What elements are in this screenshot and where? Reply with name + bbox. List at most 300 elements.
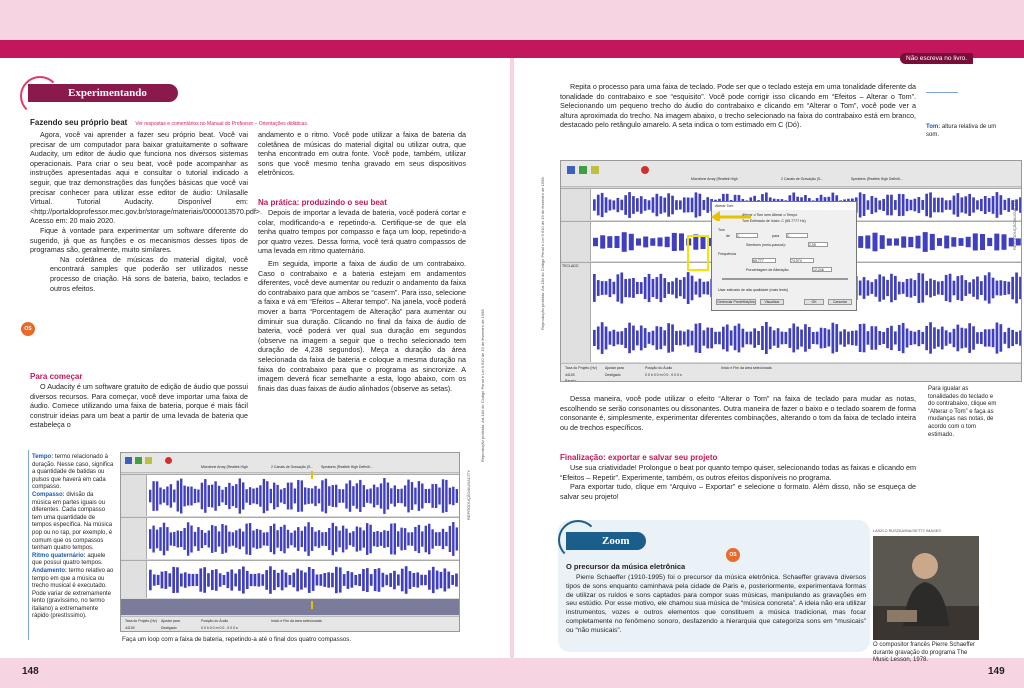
waveform-bar: [1000, 195, 1003, 215]
waveform-bar: [431, 529, 433, 548]
waveform-bar: [201, 530, 203, 548]
waveform-bar: [622, 232, 627, 252]
waveform-bar: [301, 531, 303, 547]
channels-select[interactable]: 2 Canais de Gravação (S...: [271, 465, 314, 469]
waveform-bar: [937, 238, 942, 246]
track-header[interactable]: [121, 561, 147, 598]
waveform-bar: [601, 193, 604, 217]
waveform-bar: [937, 282, 940, 295]
ok-button[interactable]: OK: [804, 299, 824, 305]
waveform-bar: [451, 575, 454, 585]
waveform-bar: [276, 485, 278, 507]
waveform-bar: [863, 324, 866, 353]
waveform-bar: [769, 327, 772, 350]
waveform-bar: [1015, 332, 1018, 344]
record-icon[interactable]: [165, 457, 172, 464]
waveform-bar: [875, 198, 878, 213]
waveform-bar: [718, 332, 721, 345]
waveform-bar: [245, 489, 247, 503]
project-rate[interactable]: 44100: [125, 626, 135, 630]
track-header[interactable]: [121, 475, 147, 516]
waveform-bar: [246, 571, 249, 589]
waveform-bar: [944, 236, 949, 249]
waveform-bar: [390, 524, 392, 555]
pause-icon[interactable]: [125, 457, 132, 464]
waveform-bar: [706, 328, 709, 349]
waveform-bar: [894, 331, 897, 344]
waveform-bar: [397, 574, 400, 585]
waveform-bar: [706, 197, 709, 213]
waveform-bar: [925, 326, 928, 350]
waveform-bar: [672, 233, 677, 251]
waveform-bar: [972, 279, 975, 297]
waveform-bar: [792, 324, 795, 353]
waveform-bar: [949, 332, 952, 343]
waveform-bar: [383, 530, 385, 548]
waveform-bar: [890, 274, 893, 303]
waveform-bar: [369, 525, 371, 554]
waveform-bar: [173, 532, 175, 546]
waveform-bar: [358, 574, 361, 586]
photo-schaeffer: [873, 536, 979, 640]
waveform-bar: [859, 192, 862, 217]
waveform-bar: [314, 532, 316, 547]
paragraph: Para exportar tudo, clique em “Arquivo – Exportar” e selecione o formato. Além disso, não se esqueça de salvar seu projeto!: [560, 482, 916, 501]
paragraph: Em seguida, importe a faixa de áudio de um contrabaixo. Caso o contrabaixo e a bateria estejam em andamentos diferentes, você deve aumentar ou reduzir o andamento da faixa do contrabaixo para que ambos se “casem”. Para isso, selecione a faixa e vá em “Efeitos – Alterar tempo”. Na janela, você poderá mover a barra “Porcentagem de Alteração” para aumentar ou diminuir sua duração. Clicando no final da faixa de áudio de bateria, você poderá ver qual sua duração em segundos (observe na imagem a seguir que o trecho selecionado tem duração de 4,238 segundos). Meça a duração da área selecionada da faixa de bateria e coloque a mesma duração na faixa do contrabaixo para que o programa as sincronize. A imagem deverá ficar semelhante a esta, logo abaixo, com os finais das duas faixas de áudio alinhados (observe as setas).: [258, 258, 466, 393]
waveform-bar: [177, 531, 179, 548]
waveform-bar: [159, 527, 161, 551]
waveform-bar: [910, 331, 913, 345]
project-rate[interactable]: 44100: [565, 373, 575, 377]
waveform-bar: [234, 574, 237, 587]
waveform-bar: [867, 331, 870, 345]
waveform-bar: [269, 566, 272, 594]
hq-checkbox[interactable]: Usar esticado de alta qualidade (mais lento): [718, 288, 789, 292]
waveform-bar: [172, 567, 175, 593]
waveform-bar: [1011, 277, 1014, 300]
waveform-bar: [652, 197, 655, 212]
de-hz-input[interactable]: 65,777: [752, 258, 776, 263]
waveform-bar: [163, 523, 165, 556]
waveform-bar: [1007, 328, 1010, 348]
track-header[interactable]: [121, 518, 147, 559]
waveform-bar: [906, 199, 909, 211]
waveform-bar: [632, 278, 635, 298]
waveform-bar: [249, 523, 251, 555]
arrow-marker-icon: [311, 601, 313, 609]
waveform-bar: [449, 488, 451, 505]
stop-icon[interactable]: [591, 166, 599, 174]
waveform-bar: [890, 326, 893, 350]
waveform-bar: [266, 481, 268, 511]
waveform-bars: [149, 478, 458, 514]
waveform-bar: [593, 238, 598, 246]
bass-track[interactable]: [121, 560, 459, 598]
mic-select[interactable]: Microfone Array (Realtek High: [201, 465, 248, 469]
cancel-button[interactable]: Cancelar: [828, 299, 852, 305]
project-rate-label: Taxa do Projeto (Hz): [565, 366, 597, 370]
waveform-bar: [335, 567, 338, 593]
waveform-bar: [961, 197, 964, 212]
para-hz-input[interactable]: 74,074: [790, 258, 814, 263]
waveform-bar: [449, 526, 451, 552]
waveform-bar: [440, 572, 443, 588]
waveform-bar: [320, 574, 323, 586]
waveform-bar: [318, 530, 320, 548]
waveform-bar: [789, 328, 792, 348]
waveform-bar: [297, 527, 299, 551]
zoom-banner: [566, 532, 646, 550]
waveform-bar: [691, 331, 694, 346]
waveform-bar: [933, 327, 936, 348]
waveform-bar: [389, 573, 392, 587]
waveform-bar: [679, 233, 684, 250]
waveform-bar: [730, 330, 733, 345]
waveform-bar: [192, 574, 195, 586]
waveform-bar: [149, 570, 152, 591]
status-text: Parado.: [565, 379, 578, 382]
waveform-bar: [620, 331, 623, 345]
waveform-bar: [640, 326, 643, 351]
selection-toolbar: [561, 363, 1021, 382]
waveform-bar: [617, 332, 620, 345]
waveform-bar: [187, 522, 189, 555]
paragraph: Na coletânea de músicas do material digital, você encontrará samples que poderão ser utilizados nesse processo de criação. Há sons de bateria, baixo, teclados e outros efeitos.: [50, 254, 248, 293]
waveform-bar: [159, 488, 161, 505]
waveform-bar: [906, 279, 909, 297]
waveform-bar: [263, 479, 265, 513]
waveform-bar: [824, 328, 827, 348]
waveform-bar: [886, 195, 889, 216]
waveform-bar: [290, 533, 292, 545]
porc-input[interactable]: 12,246: [812, 267, 832, 272]
waveform-bar: [914, 280, 917, 296]
waveform-bar: [714, 332, 717, 344]
waveform-bar: [961, 328, 964, 349]
waveform-bar: [683, 277, 686, 299]
waveform-bar: [867, 280, 870, 295]
waveform-bar: [421, 531, 423, 546]
waveform-bar: [156, 530, 158, 549]
play-icon[interactable]: [579, 166, 587, 174]
waveform-bar: [710, 328, 713, 349]
waveform-bar: [252, 531, 254, 548]
waveform-bar: [173, 490, 175, 503]
selection-highlight: [687, 235, 709, 271]
waveform-bar: [620, 200, 623, 211]
percent-slider[interactable]: [722, 278, 848, 280]
waveform-bar: [933, 198, 936, 213]
waveform-bar: [345, 529, 347, 550]
waveform-bar: [221, 524, 223, 554]
waveform-bar: [976, 200, 979, 209]
audio-pos[interactable]: 0 0 h 0 0 m 0 0 . 0 0 0 s: [645, 373, 682, 377]
waveform-bar: [1004, 200, 1007, 210]
waveform-bar: [601, 322, 604, 354]
waveform-bar: [941, 281, 944, 295]
waveform: [149, 561, 459, 599]
waveform-bar: [165, 571, 168, 589]
waveform-bar: [199, 568, 202, 591]
waveform-bar: [636, 238, 641, 245]
waveform-bar: [304, 572, 307, 587]
waveform-bar: [785, 332, 788, 344]
glossary-def: altura relativa de um som.: [926, 124, 997, 138]
waveform-bar: [1004, 281, 1007, 295]
waveform-bar: [663, 278, 666, 298]
waveform-bar: [366, 523, 368, 555]
waveform-bar: [597, 280, 600, 296]
waveform-bar: [281, 570, 284, 591]
waveform-bar: [996, 323, 999, 354]
waveform-bar: [1000, 324, 1003, 352]
photo-caption: O compositor francês Pierre Schaeffer durante gravação do programa The Music Lesson, 1978.: [873, 642, 975, 664]
waveform-bar: [882, 199, 885, 211]
glossary-def: aquele que possui quatro tempos.: [32, 552, 106, 567]
waveform-bar: [800, 330, 803, 347]
waveform-bar: [238, 569, 241, 591]
waveform-bar: [311, 527, 313, 551]
waveform-bar: [863, 194, 866, 216]
waveform-bar: [945, 200, 948, 210]
waveform-bar: [321, 532, 323, 546]
side-note: Para igualar as tonalidades do teclado e do contrabaixo, clique em “Alterar o Tom” e faça as mudanças nas notas, de acordo com o tom estimado.: [928, 386, 997, 438]
drum-track-2[interactable]: [121, 517, 459, 559]
waveform-bar: [984, 329, 987, 346]
waveform-bar: [660, 196, 663, 214]
waveform-bar: [194, 532, 196, 546]
track-header[interactable]: [561, 222, 591, 261]
waveform-bar: [428, 524, 430, 555]
waveform-bar: [249, 487, 251, 505]
waveform-bar: [722, 327, 725, 350]
stop-icon[interactable]: [145, 457, 152, 464]
waveform-bar: [404, 528, 406, 550]
waveform-bar: [988, 198, 991, 212]
waveform-bar: [878, 331, 881, 345]
waveform-bar: [405, 566, 408, 594]
waveform-bar: [351, 572, 354, 588]
waveform-bar: [259, 530, 261, 548]
waveform-bar: [898, 325, 901, 351]
de-select[interactable]: C: [736, 233, 758, 238]
waveform-bar: [153, 574, 156, 585]
waveform-bar: [628, 323, 631, 354]
waveform-bar: [404, 485, 406, 506]
speakers-select[interactable]: Speakers (Realtek High Definiti...: [851, 177, 903, 181]
pause-icon[interactable]: [567, 166, 575, 174]
waveform-bar: [691, 276, 694, 301]
waveform-bar: [370, 574, 373, 586]
paragraph: Fique à vontade para experimentar um software diferente do sugerido, já que as funções e os mecanismos desses tipos de programas são, geralmente, muito similares.: [30, 225, 248, 255]
waveform: [149, 475, 459, 517]
waveform-bar: [211, 570, 214, 590]
presets-button[interactable]: Gerenciar Predefinições: [717, 300, 755, 304]
waveform-bar: [203, 567, 206, 593]
semitons-input[interactable]: 2,05: [808, 242, 828, 247]
waveform-bar: [239, 529, 241, 550]
paragraph: Agora, você vai aprender a fazer seu próprio beat. Você vai precisar de um computador para baixar gratuitamente o software Audacity, um editor de áudio que funciona nos diversos sistemas operacionais. Para criar o seu beat, você pode acompanhar as instruções apresentadas aqui e consultar o tutorial indicado a seguir, que traz demonstrações das funções básicas que você vai precisar conhecer para utilizar esse editor de áudio: Unilasalle Virtual. Tutorial Audacity. Disponível em: <http://portaldoprofessor.mec.gov.br/storage/materiais/0000013570.pdf>. Acesso em: 20 maio 2020.: [30, 130, 263, 226]
waveform-bar: [914, 199, 917, 212]
side-legal-left: Reprodução proibida. Art.184 do Código Penal e Lei 9.610 de 19 de fevereiro de 1998.: [480, 308, 485, 462]
waveform-bar: [605, 327, 608, 350]
snap-select[interactable]: Desligado: [605, 373, 621, 377]
waveform-bar: [887, 238, 892, 245]
waveform-bar: [424, 575, 427, 585]
waveform-bar: [890, 195, 893, 216]
waveform-bar: [366, 568, 369, 592]
waveform-bar: [994, 234, 999, 251]
waveform-bar: [273, 524, 275, 555]
waveform-bar: [839, 331, 842, 344]
waveform-bar: [156, 481, 158, 510]
waveform-bar: [327, 572, 330, 587]
waveform-bar: [910, 200, 913, 210]
waveform-bar: [339, 567, 342, 592]
waveform-bar: [746, 332, 749, 345]
waveform-bar: [660, 274, 663, 302]
waveform-bar: [349, 480, 351, 512]
waveform-bar: [636, 331, 639, 346]
waveform-bar: [261, 574, 264, 586]
waveform-bar: [644, 328, 647, 348]
waveform-bar: [242, 532, 244, 547]
waveform-bar: [1011, 330, 1014, 346]
waveform-bar: [918, 197, 921, 213]
waveform-bar: [617, 198, 620, 212]
waveform-bar: [656, 326, 659, 350]
waveform-bar: [407, 480, 409, 513]
waveform-bar: [916, 236, 921, 249]
waveform-bar: [1000, 280, 1003, 295]
waveform-bar: [843, 329, 846, 347]
waveform-bar: [407, 532, 409, 545]
waveform-bar: [394, 523, 396, 554]
tom-label: Tom: [718, 228, 725, 232]
waveform-bar: [687, 272, 690, 304]
waveform-bar: [149, 490, 151, 503]
waveform-bar: [1002, 234, 1007, 250]
credit-right: REPRODUÇÃO/AUDACITY: [1012, 199, 1017, 250]
glossary-def: termo relativo ao tempo em que a música ou trecho musical é executado. Pode variar de extremamente lento (gravíssimo, no termo italiano) a extremamente rápido (prestíssimo).: [32, 567, 114, 620]
waveform-bar: [632, 196, 635, 214]
para-comecar-text: [30, 382, 248, 430]
waveform-bar: [204, 533, 206, 545]
waveform-bar: [432, 567, 435, 593]
waveform-bar: [418, 481, 420, 511]
waveform-bar: [366, 489, 368, 503]
waveform-bar: [190, 526, 192, 553]
waveform-bar: [953, 329, 956, 347]
waveform-bar: [923, 232, 928, 252]
selection-label: Início e Fim da área selecionada: [721, 366, 772, 370]
waveform-bar: [235, 530, 237, 548]
play-icon[interactable]: [135, 457, 142, 464]
channels-select[interactable]: 2 Canais de Gravação (S...: [781, 177, 824, 181]
paragraph: Use sua criatividade! Prolongue o beat por quanto tempo quiser, selecionando todas as faixas e clicando em “Efeitos – Repetir”. Experimente, também, os outros efeitos disponíveis no programa.: [560, 463, 916, 482]
preview-button[interactable]: Visualizar: [760, 299, 784, 305]
waveform-bar: [878, 200, 881, 209]
waveform-bar: [235, 484, 237, 508]
waveform-bar: [157, 575, 160, 585]
mic-select[interactable]: Microfone Array (Realtek High: [691, 177, 738, 181]
waveform-bar: [383, 478, 385, 514]
waveform-bar: [218, 531, 220, 546]
waveform-bar: [214, 481, 216, 511]
waveform-bar: [211, 485, 213, 508]
page-title: [30, 118, 308, 127]
waveform-bar: [221, 490, 223, 503]
waveform-bar: [219, 573, 222, 586]
waveform-bar: [816, 332, 819, 345]
waveform-bar: [894, 200, 897, 210]
track-header[interactable]: [561, 189, 591, 220]
waveform-bar: [828, 329, 831, 346]
waveform-bar: [937, 198, 940, 213]
waveform-bar: [921, 274, 924, 303]
waveform-bar: [201, 483, 203, 510]
snap-label: Ajustar para: [605, 366, 624, 370]
waveform-bar: [304, 487, 306, 504]
waveform-bar: [1015, 273, 1018, 304]
waveform-bar: [225, 487, 227, 505]
audio-pos[interactable]: 0 0 h 0 0 m 0 0 . 0 0 0 s: [201, 626, 238, 630]
track-header[interactable]: [561, 263, 591, 362]
waveform-bar: [445, 532, 447, 546]
speakers-select[interactable]: Speakers (Realtek High Definiti...: [321, 465, 373, 469]
record-icon[interactable]: [641, 166, 649, 174]
waveform-bar: [242, 567, 245, 594]
waveform-bar: [663, 330, 666, 345]
drum-track[interactable]: [121, 474, 459, 516]
glossary-item: [32, 492, 114, 553]
waveform-bar: [218, 486, 220, 506]
waveform-bar: [949, 200, 952, 210]
waveform-bar: [959, 238, 964, 246]
waveform-bar: [401, 569, 404, 592]
waveform-bar: [376, 531, 378, 547]
glossary-def: divisão da música em partes iguais ou diferentes. Cada compasso tem uma quantidade de tempos específica. Na música pop ou no rap, por exemplo, é comum que os compassos tenham quatro tempos.: [32, 491, 113, 552]
waveform-bar: [363, 485, 365, 507]
waveform-bar: [865, 235, 870, 248]
waveform-bar: [228, 483, 230, 509]
waveform-bar: [921, 200, 924, 210]
waveform-bar: [204, 479, 206, 513]
waveform-bar: [425, 526, 427, 553]
waveform-bar: [699, 194, 702, 217]
waveform-bar: [232, 532, 234, 545]
para-select[interactable]: C: [786, 233, 808, 238]
waveform-bar: [345, 484, 347, 509]
waveform-bar: [679, 200, 682, 209]
glossary-item: [32, 454, 114, 492]
waveform-bar: [387, 483, 389, 510]
snap-label: Ajustar para: [161, 619, 180, 623]
waveform-bar: [726, 325, 729, 352]
snap-select[interactable]: Desligado: [161, 626, 177, 630]
waveform-bar: [184, 572, 187, 588]
waveform-bar: [675, 278, 678, 299]
waveform-bar: [687, 198, 690, 213]
waveform-bar: [640, 196, 643, 214]
waveform-bar: [304, 526, 306, 551]
waveform-bar: [996, 281, 999, 296]
waveform-bar: [964, 328, 967, 347]
waveform-bar: [347, 571, 350, 589]
waveform-bar: [665, 237, 670, 248]
waveform-bar: [425, 489, 427, 503]
waveform-bar: [851, 331, 854, 345]
